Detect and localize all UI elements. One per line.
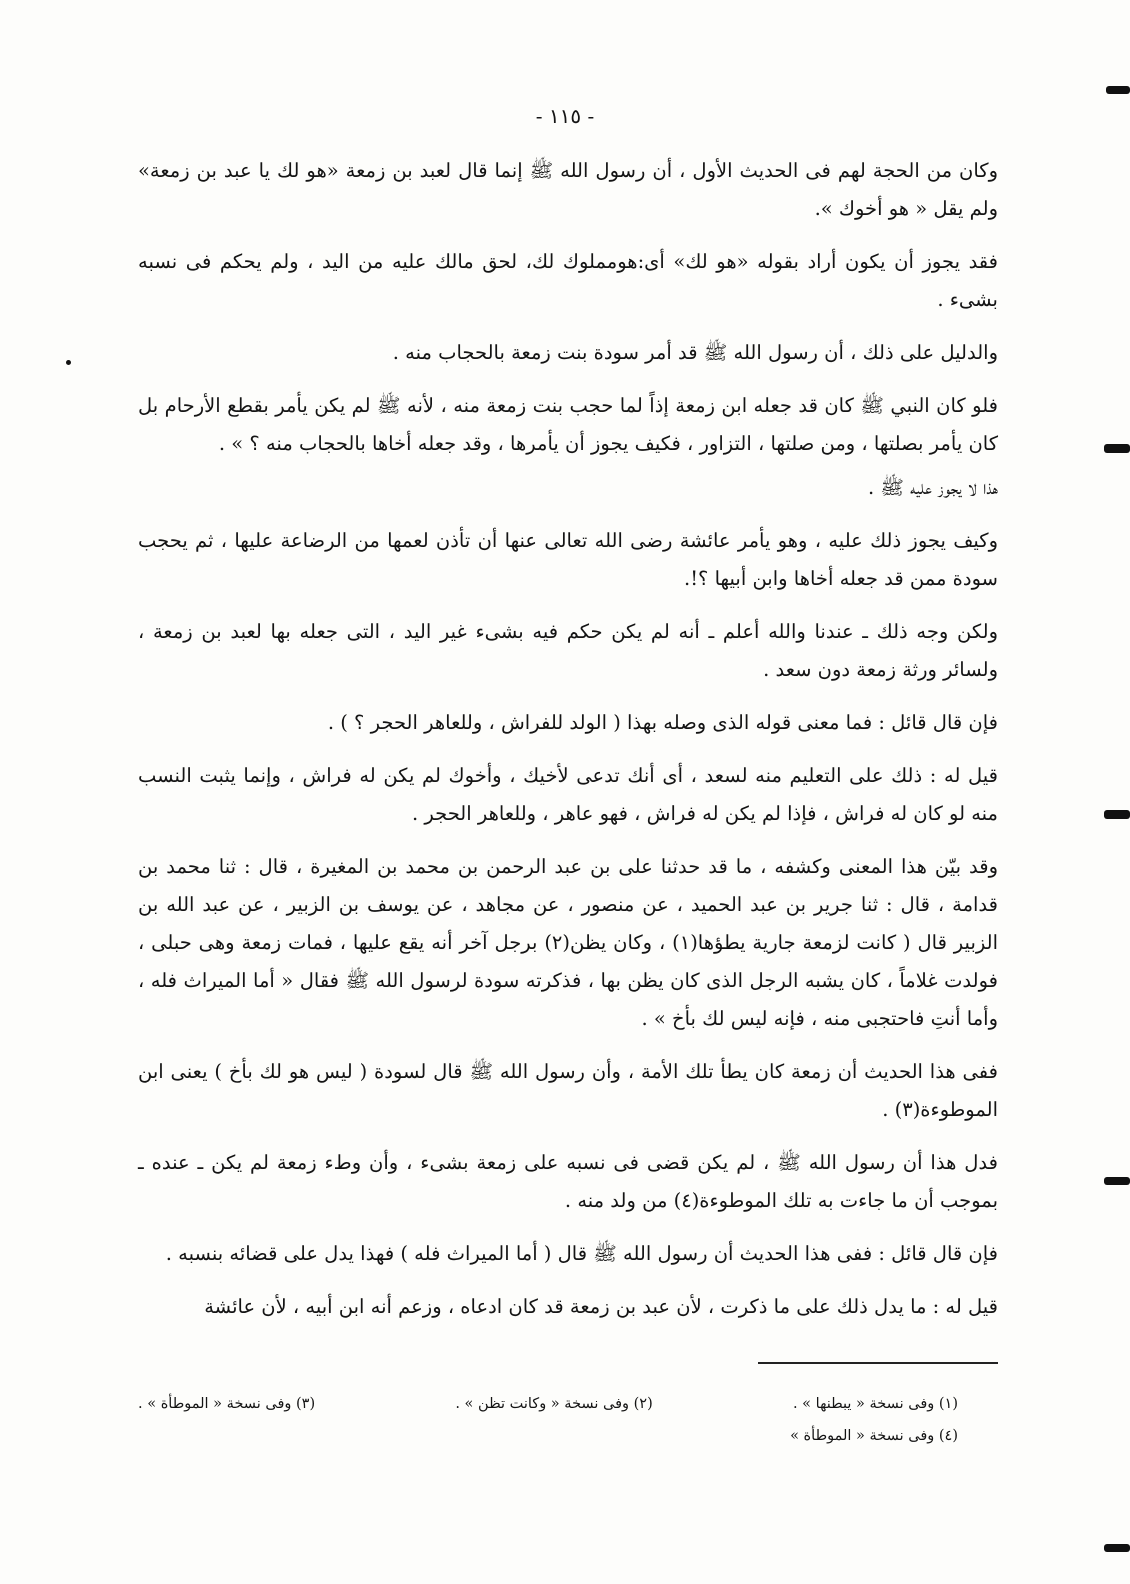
paragraph-11: ففى هذا الحديث أن زمعة كان يطأ تلك الأمة ، وأن رسول الله ﷺ قال لسودة ( ليس هو لك بأخ ) يعنى ابن الموطوءة(٣) . bbox=[138, 1060, 998, 1121]
paragraph-1: وكان من الحجة لهم فى الحديث الأول ، أن رسول الله ﷺ إنما قال لعبد بن زمعة «هو لك يا عبد بن زمعة» ولم يقل « هو أخوك ». bbox=[138, 159, 998, 220]
footnote-1: (١) وفى نسخة « يبطنها » . bbox=[792, 1396, 958, 1412]
body-text bbox=[138, 152, 998, 1341]
paragraph-8: فإن قال قائل : فما معنى قوله الذى وصله بهذا ( الولد للفراش ، وللعاهر الحجر ؟ ) . bbox=[327, 711, 998, 734]
scan-edge-mark bbox=[1106, 86, 1130, 94]
paragraph-7: ولكن وجه ذلك ـ عندنا والله أعلم ـ أنه لم يكن حكم فيه بشىء غير اليد ، التى جعله بها لعبد بن زمعة ، ولسائر ورثة زمعة دون سعد . bbox=[138, 620, 998, 681]
paragraph-12: فدل هذا أن رسول الله ﷺ ، لم يكن قضى فى نسبه على زمعة بشىء ، وأن وطء زمعة لم يكن ـ عنده ـ بموجب أن ما جاءت به تلك الموطوءة(٤) من ولد منه . bbox=[138, 1151, 998, 1212]
footnote-2: (٢) وفى نسخة « وكانت تظن » . bbox=[455, 1396, 653, 1412]
footnote-row bbox=[138, 1420, 958, 1452]
scan-edge-mark bbox=[1104, 810, 1130, 819]
scan-edge-mark bbox=[1104, 1544, 1130, 1552]
footnote-divider bbox=[758, 1362, 998, 1364]
paragraph-13: فإن قال قائل : ففى هذا الحديث أن رسول الله ﷺ قال ( أما الميراث فله ) فهذا يدل على قضائه بنسبه . bbox=[165, 1242, 998, 1265]
scan-edge-mark bbox=[1104, 444, 1130, 453]
scan-edge-mark bbox=[1104, 1177, 1130, 1185]
paragraph-5: هذا لا يجوز عليه ﷺ . bbox=[868, 476, 998, 499]
scan-speck bbox=[66, 360, 71, 365]
footnote-row bbox=[138, 1388, 958, 1420]
page-number: - ١١٥ - bbox=[535, 104, 595, 128]
footnote-4: (٤) وفى نسخة « الموطأة » bbox=[790, 1428, 958, 1444]
paragraph-6: وكيف يجوز ذلك عليه ، وهو يأمر عائشة رضى الله تعالى عنها أن تأذن لعمها من الرضاعة عليها ، ثم يحجب سودة ممن قد جعله أخاها وابن أبيها ؟!. bbox=[138, 529, 998, 590]
footnotes bbox=[138, 1388, 958, 1452]
paragraph-9: قيل له : ذلك على التعليم منه لسعد ، أى أنك تدعى لأخيك ، وأخوك لم يكن له فراش ، وإنما يثبت النسب منه لو كان له فراش ، فإذا لم يكن له فراش ، فهو عاهر ، وللعاهر الحجر . bbox=[138, 764, 998, 825]
paragraph-14: قيل له : ما يدل ذلك على ما ذكرت ، لأن عبد بن زمعة قد كان ادعاه ، وزعم أنه ابن أبيه ، لأن عائشة bbox=[204, 1295, 998, 1318]
paragraph-4: فلو كان النبي ﷺ كان قد جعله ابن زمعة إذاً لما حجب بنت زمعة منه ، لأنه ﷺ لم يكن يأمر بقطع الأرحام بل كان يأمر بصلتها ، ومن صلتها ، التزاور ، فكيف يجوز أن يأمرها ، وقد جعله أخاها بالحجاب منه ؟ » . bbox=[138, 394, 998, 455]
footnote-3: (٣) وفى نسخة « الموطأة » . bbox=[138, 1396, 316, 1412]
paragraph-2: فقد يجوز أن يكون أراد بقوله «هو لك» أى:هومملوك لك، لحق مالك عليه من اليد ، ولم يحكم فى نسبه بشىء . bbox=[138, 250, 998, 311]
paragraph-3: والدليل على ذلك ، أن رسول الله ﷺ قد أمر سودة بنت زمعة بالحجاب منه . bbox=[392, 341, 998, 364]
paragraph-10: وقد بيّن هذا المعنى وكشفه ، ما قد حدثنا على بن عبد الرحمن بن محمد بن المغيرة ، قال : ثنا محمد بن قدامة ، قال : ثنا جرير بن عبد الحميد ، عن منصور ، عن مجاهد ، عن يوسف بن الزبير ، عن عبد الله بن الزبير قال ( كانت لزمعة جارية يطؤها(١) ، وكان يظن(٢) برجل آخر أنه يقع عليها ، فمات زمعة وهى حبلى ، فولدت غلاماً ، كان يشبه الرجل الذى كان يظن بها ، فذكرته سودة لرسول الله ﷺ فقال « أما الميراث فله ، وأما أنتِ فاحتجبى منه ، فإنه ليس لك بأخ » . bbox=[138, 855, 998, 1030]
